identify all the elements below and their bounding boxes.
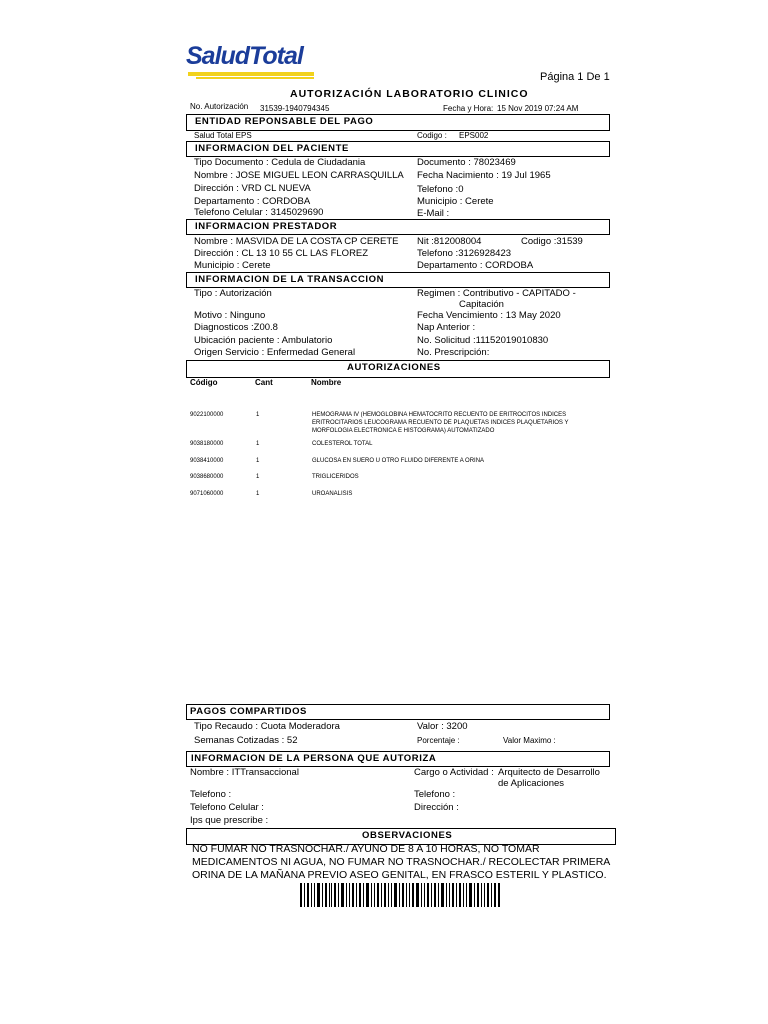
transaccion-ubicacion: Ubicación paciente : Ambulatorio — [194, 335, 333, 346]
salud-total-logo — [186, 42, 316, 82]
entidad-code-label: Codigo : — [417, 131, 447, 140]
auth-value: 31539-1940794345 — [260, 104, 330, 113]
row-5-codigo: 9071060000 — [190, 491, 224, 497]
row-4-cant: 1 — [256, 474, 260, 480]
observaciones-text: NO FUMAR NO TRASNOCHAR./ AYUNO DE 8 A 10 HORAS, NO TOMAR MEDICAMENTOS NI AGUA, NO FUMAR NO TRASNOCHAR./ RECOLECTAR PRIMERA ORINA DE LA MAÑANA PREVIO ASEO GENITAL, EN FRASCO ESTERIL Y PLASTICO. — [192, 843, 610, 881]
row-2-codigo: 9038180000 — [190, 441, 224, 447]
row-1-nombre-2: ERITROCITARIOS LEUCOGRAMA RECUENTO DE PLAQUETAS INDICES PLAQUETARIOS Y — [312, 420, 569, 426]
paciente-nombre: Nombre : JOSE MIGUEL LEON CARRASQUILLA — [194, 170, 404, 181]
transaccion-regimen: Regimen : Contributivo - CAPITADO - — [417, 288, 576, 299]
transaccion-heading: INFORMACION DE LA TRANSACCION — [195, 274, 385, 285]
transaccion-nap: Nap Anterior : — [417, 322, 476, 333]
prestador-telefono: Telefono :3126928423 — [417, 248, 512, 259]
row-3-cant: 1 — [256, 458, 260, 464]
prestador-codigo: Codigo :31539 — [521, 236, 583, 247]
autoriza-cargo-label: Cargo o Actividad : — [414, 767, 494, 778]
paciente-municipio: Municipio : Cerete — [417, 196, 494, 207]
row-3-codigo: 9038410000 — [190, 458, 224, 464]
pagos-valor: Valor : 3200 — [417, 721, 468, 732]
logo-underline-secondary — [196, 77, 314, 79]
paciente-direccion: Dirección : VRD CL NUEVA — [194, 183, 311, 194]
paciente-celular: Telefono Celular : 3145029690 — [194, 207, 324, 218]
row-1-codigo: 9022100000 — [190, 412, 224, 418]
col-nombre: Nombre — [311, 378, 342, 387]
transaccion-regimen-2: Capitación — [459, 299, 504, 310]
transaccion-vencimiento: Fecha Vencimiento : 13 May 2020 — [417, 310, 561, 321]
logo-underline — [188, 72, 314, 76]
transaccion-prescripcion: No. Prescripción: — [417, 347, 490, 358]
date-label: Fecha y Hora: — [443, 104, 494, 113]
paciente-documento: Documento : 78023469 — [417, 157, 516, 168]
date-value: 15 Nov 2019 07:24 AM — [497, 104, 579, 113]
prestador-nombre: Nombre : MASVIDA DE LA COSTA CP CERETE — [194, 236, 399, 247]
col-cant: Cant — [255, 378, 273, 387]
row-4-nombre: TRIGLICERIDOS — [312, 474, 359, 480]
entidad-heading: ENTIDAD REPONSABLE DEL PAGO — [195, 116, 374, 127]
autoriza-nombre: Nombre : ITTransaccional — [190, 767, 299, 778]
logo-text: SaludTotal — [186, 42, 303, 70]
transaccion-origen: Origen Servicio : Enfermedad General — [194, 347, 356, 358]
paciente-tipo-doc: Tipo Documento : Cedula de Ciudadania — [194, 157, 366, 168]
row-1-nombre-3: MORFOLOGIA ELECTRONICA E HISTOGRAMA) AUTOMATIZADO — [312, 428, 495, 434]
pagos-porcentaje: Porcentaje : — [417, 736, 460, 745]
autoriza-ips: Ips que prescribe : — [190, 815, 269, 826]
paciente-departamento: Departamento : CORDOBA — [194, 196, 311, 207]
prestador-nit: Nit :812008004 — [417, 236, 482, 247]
transaccion-tipo: Tipo : Autorización — [194, 288, 272, 299]
autoriza-cargo: Arquitecto de Desarrollo — [498, 767, 600, 778]
paciente-telefono: Telefono :0 — [417, 184, 464, 195]
autoriza-cargo-2: de Aplicaciones — [498, 778, 565, 789]
autoriza-telefono-2: Telefono : — [414, 789, 456, 800]
row-1-cant: 1 — [256, 412, 260, 418]
prestador-municipio: Municipio : Cerete — [194, 260, 271, 271]
entidad-code-value: EPS002 — [459, 131, 489, 140]
document-title: AUTORIZACIÓN LABORATORIO CLINICO — [290, 88, 529, 100]
transaccion-motivo: Motivo : Ninguno — [194, 310, 266, 321]
pagos-tipo: Tipo Recaudo : Cuota Moderadora — [194, 721, 340, 732]
pagos-semanas: Semanas Cotizadas : 52 — [194, 735, 298, 746]
observaciones-heading: OBSERVACIONES — [362, 830, 453, 841]
row-2-nombre: COLESTEROL TOTAL — [312, 441, 373, 447]
page-number: Página 1 De 1 — [540, 71, 610, 83]
autorizaciones-heading: AUTORIZACIONES — [347, 362, 441, 373]
barcode — [300, 883, 500, 907]
pagos-maximo: Valor Maximo : — [503, 736, 556, 745]
row-5-nombre: UROANALISIS — [312, 491, 353, 497]
prestador-direccion: Dirección : CL 13 10 55 CL LAS FLOREZ — [194, 248, 369, 259]
row-4-codigo: 9038680000 — [190, 474, 224, 480]
row-5-cant: 1 — [256, 491, 260, 497]
paciente-heading: INFORMACION DEL PACIENTE — [195, 143, 349, 154]
prestador-departamento: Departamento : CORDOBA — [417, 260, 534, 271]
autoriza-heading: INFORMACION DE LA PERSONA QUE AUTORIZA — [191, 753, 437, 764]
row-2-cant: 1 — [256, 441, 260, 447]
auth-label: No. Autorización — [190, 102, 249, 111]
paciente-email: E-Mail : — [417, 208, 450, 219]
autoriza-telefono: Telefono : — [190, 789, 232, 800]
paciente-nacimiento: Fecha Nacimiento : 19 Jul 1965 — [417, 170, 551, 181]
pagos-heading: PAGOS COMPARTIDOS — [190, 706, 307, 717]
transaccion-diagnosticos: Diagnosticos :Z00.8 — [194, 322, 278, 333]
row-3-nombre: GLUCOSA EN SUERO U OTRO FLUIDO DIFERENTE A ORINA — [312, 458, 485, 464]
transaccion-solicitud: No. Solicitud :11152019010830 — [417, 335, 549, 346]
row-1-nombre: HEMOGRAMA IV (HEMOGLOBINA HEMATOCRITO RECUENTO DE ERITROCITOS INDICES — [312, 412, 567, 418]
autoriza-celular: Telefono Celular : — [190, 802, 264, 813]
entidad-name: Salud Total EPS — [194, 131, 252, 140]
prestador-heading: INFORMACION PRESTADOR — [195, 221, 338, 232]
autoriza-direccion: Dirección : — [414, 802, 459, 813]
col-codigo: Código — [190, 378, 218, 387]
